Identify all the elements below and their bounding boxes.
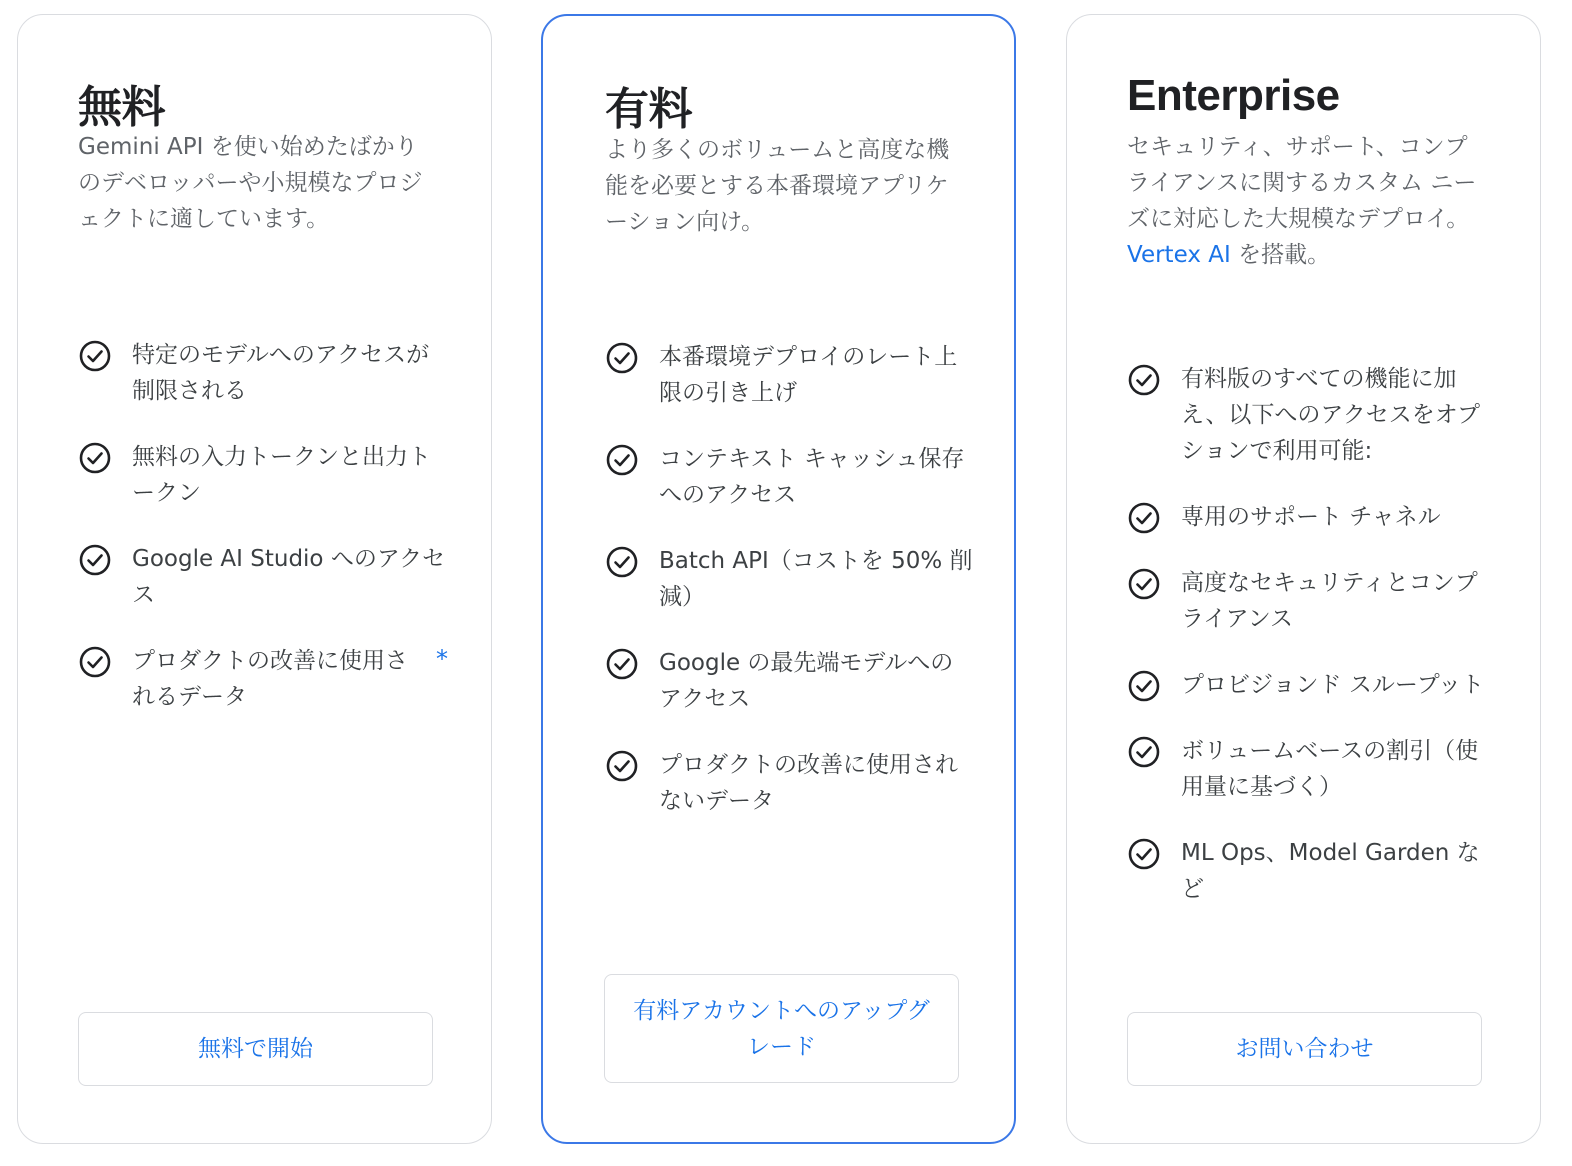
feature-text: ボリュームベースの割引（使用量に基づく） [1181,738,1479,800]
feature-text: 高度なセキュリティとコンプライアンス [1181,570,1478,632]
check-circle-icon [605,749,639,783]
feature-item [78,541,448,613]
check-circle-icon [605,341,639,375]
check-circle-icon [1127,837,1161,871]
feature-list [1127,361,1497,937]
plan-card-paid [541,14,1016,1144]
check-circle-icon [78,645,112,679]
check-circle-icon [1127,501,1161,535]
feature-text: 有料版のすべての機能に加え、以下へのアクセスをオプションで利用可能: [1181,366,1480,464]
check-circle-icon [1127,363,1161,397]
feature-item [1127,499,1497,535]
feature-item [1127,733,1497,805]
plan-description [1127,129,1487,273]
plan-title: 無料 [78,83,165,132]
check-circle-icon [78,543,112,577]
feature-item [605,543,975,615]
check-circle-icon [605,647,639,681]
upgrade-paid-button[interactable]: 有料アカウントへのアップグレード [604,974,959,1083]
feature-item [1127,667,1497,703]
feature-item [1127,565,1497,637]
contact-us-button[interactable]: お問い合わせ [1127,1012,1482,1086]
feature-item [78,643,448,715]
feature-item [1127,361,1497,469]
feature-text: プロビジョンド スループット [1181,672,1485,698]
check-circle-icon [78,339,112,373]
feature-text: コンテキスト キャッシュ保存へのアクセス [659,446,965,508]
check-circle-icon [1127,567,1161,601]
plan-description: Gemini API を使い始めたばかりのデベロッパーや小規模なプロジェクトに適しています。 [78,134,423,232]
start-free-button[interactable]: 無料で開始 [78,1012,433,1086]
feature-text: 特定のモデルへのアクセスが制限される [132,342,430,404]
check-circle-icon [605,545,639,579]
vertex-ai-link[interactable]: Vertex AI [1127,242,1231,268]
feature-list [78,337,448,745]
plan-title: 有料 [605,85,692,134]
feature-item [78,337,448,409]
feature-text: Batch API（コストを 50% 削減） [659,548,973,610]
description-suffix: を搭載。 [1230,242,1331,268]
feature-list [605,339,975,849]
plan-card-free [17,14,492,1144]
feature-text: 本番環境デプロイのレート上限の引き上げ [659,344,958,406]
check-circle-icon [78,441,112,475]
feature-item [605,747,975,819]
description-text: セキュリティ、サポート、コンプライアンスに関するカスタム ニーズに対応した大規模なデプロイ。 [1127,134,1477,232]
feature-text: 専用のサポート チャネル [1181,504,1441,530]
plan-description: より多くのボリュームと高度な機能を必要とする本番環境アプリケーション向け。 [605,137,950,235]
feature-item [1127,835,1497,907]
feature-item [605,339,975,411]
feature-text: プロダクトの改善に使用されないデータ [659,752,958,814]
feature-item [605,441,975,513]
check-circle-icon [1127,735,1161,769]
check-circle-icon [1127,669,1161,703]
feature-text: 無料の入力トークンと出力トークン [132,444,431,506]
plan-title: Enterprise [1127,71,1340,120]
feature-text: ML Ops、Model Garden など [1181,840,1480,902]
footnote-link[interactable]: * [436,645,448,673]
feature-item [78,439,448,511]
feature-text: Google AI Studio へのアクセス [132,546,446,608]
feature-text: プロダクトの改善に使用されるデータ [132,648,408,710]
plan-card-enterprise [1066,14,1541,1144]
check-circle-icon [605,443,639,477]
feature-item [605,645,975,717]
feature-text: Google の最先端モデルへのアクセス [659,650,954,712]
